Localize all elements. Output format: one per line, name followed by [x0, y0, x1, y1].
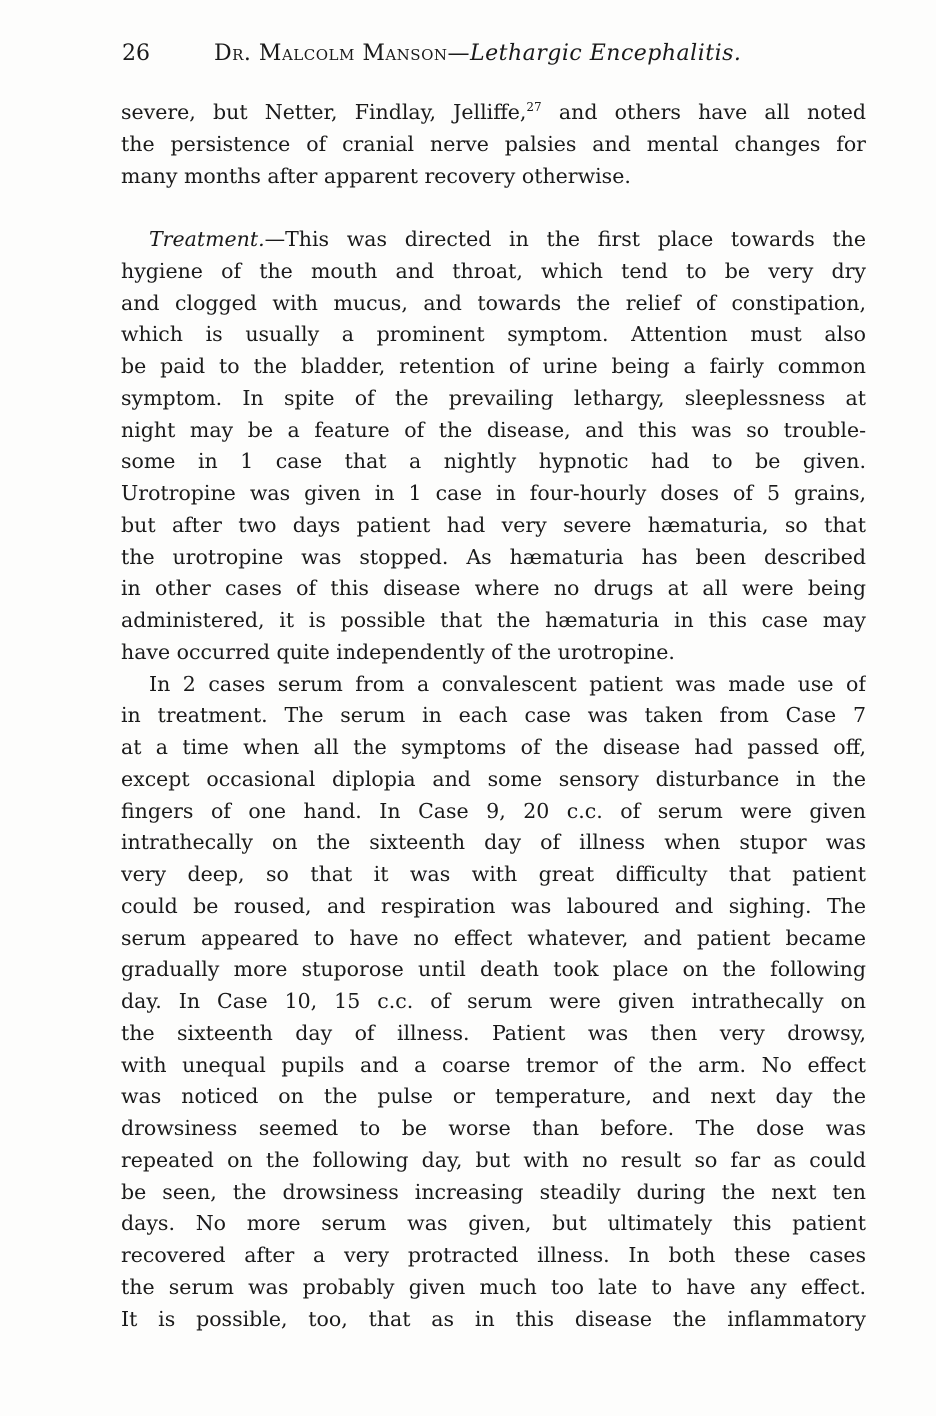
- text-line: some in 1 case that a nightly hypnotic had to be given.: [121, 449, 866, 474]
- text-line: at a time when all the symptoms of the disease had passed off,: [121, 735, 866, 759]
- paragraph-continuation: [121, 97, 866, 192]
- text-line: be seen, the drowsiness increasing steadily during the next ten: [121, 1179, 866, 1204]
- paragraph-serum: [121, 669, 866, 1336]
- text-line: night may be a feature of the disease, and this was so trouble-: [121, 417, 866, 442]
- paragraph-gap: [121, 192, 866, 224]
- text-line: In 2 cases serum from a convalescent patient was made use of: [149, 671, 866, 696]
- text-line: Urotropine was given in 1 case in four-hourly doses of 5 grains,: [121, 481, 866, 505]
- text-line: and clogged with mucus, and towards the relief of constipation,: [121, 290, 866, 315]
- header-title: [214, 36, 741, 72]
- text-line: days. No more serum was given, but ultimately this patient: [121, 1211, 866, 1236]
- header-subject: Lethargic Encephalitis.: [470, 41, 742, 66]
- text-line: could be roused, and respiration was laboured and sighing. The: [121, 893, 866, 918]
- text-line: very deep, so that it was with great difficulty that patient: [121, 862, 866, 886]
- text-line: many months after apparent recovery otherwise.: [121, 163, 631, 188]
- paragraph-treatment: [121, 224, 866, 669]
- text-line: except occasional diplopia and some sensory disturbance in the: [121, 766, 866, 791]
- text-line: with unequal pupils and a coarse tremor of the arm. No effect: [121, 1052, 866, 1077]
- text-line: serum appeared to have no effect whatever, and patient became: [121, 925, 866, 950]
- text-line: administered, it is possible that the hæmaturia in this case may: [121, 608, 866, 632]
- body-text: [121, 97, 866, 1335]
- running-header: [122, 36, 782, 72]
- text-line: hygiene of the mouth and throat, which tend to be very dry: [121, 258, 866, 283]
- text-line: day. In Case 10, 15 c.c. of serum were given intrathecally on: [121, 989, 866, 1013]
- text-line: the persistence of cranial nerve palsies and mental changes for: [121, 131, 866, 156]
- page-number: 26: [122, 41, 150, 66]
- header-separator: —: [447, 41, 471, 66]
- text-line: intrathecally on the sixteenth day of illness when stupor was: [121, 830, 866, 855]
- text-line: symptom. In spite of the prevailing lethargy, sleeplessness at: [121, 385, 866, 410]
- text-line: be paid to the bladder, retention of urine being a fairly common: [121, 354, 866, 378]
- text-line: recovered after a very protracted illness. In both these cases: [121, 1243, 866, 1267]
- text-line: severe, but Netter, Findlay, Jelliffe,$^{27}$ and others have all noted: [121, 100, 866, 124]
- text-line: the serum was probably given much too late to have any effect.: [121, 1274, 866, 1299]
- text-line: It is possible, too, that as in this disease the inflammatory: [121, 1306, 866, 1331]
- text-line: the sixteenth day of illness. Patient was then very drowsy,: [121, 1020, 866, 1045]
- text-line: gradually more stuporose until death took place on the following: [121, 957, 866, 982]
- text-line: but after two days patient had very severe hæmaturia, so that: [121, 512, 866, 537]
- text-line: in other cases of this disease where no drugs at all were being: [121, 576, 866, 601]
- footnote-reference: 27: [526, 100, 542, 114]
- text-line: Treatment.—This was directed in the first place towards the: [149, 227, 866, 251]
- text-line: drowsiness seemed to be worse than before. The dose was: [121, 1116, 866, 1140]
- text-line: fingers of one hand. In Case 9, 20 c.c. of serum were given: [121, 798, 866, 823]
- text-line: have occurred quite independently of the urotropine.: [121, 639, 675, 664]
- text-line: in treatment. The serum in each case was taken from Case 7: [121, 703, 866, 728]
- text-line: which is usually a prominent symptom. Attention must also: [121, 322, 866, 347]
- section-heading: Treatment.: [149, 227, 265, 251]
- text-line: repeated on the following day, but with no result so far as could: [121, 1147, 866, 1172]
- header-author: Dr. Malcolm Manson: [214, 41, 448, 66]
- text-line: was noticed on the pulse or temperature, and next day the: [121, 1084, 866, 1109]
- text-line: the urotropine was stopped. As hæmaturia has been described: [121, 544, 866, 569]
